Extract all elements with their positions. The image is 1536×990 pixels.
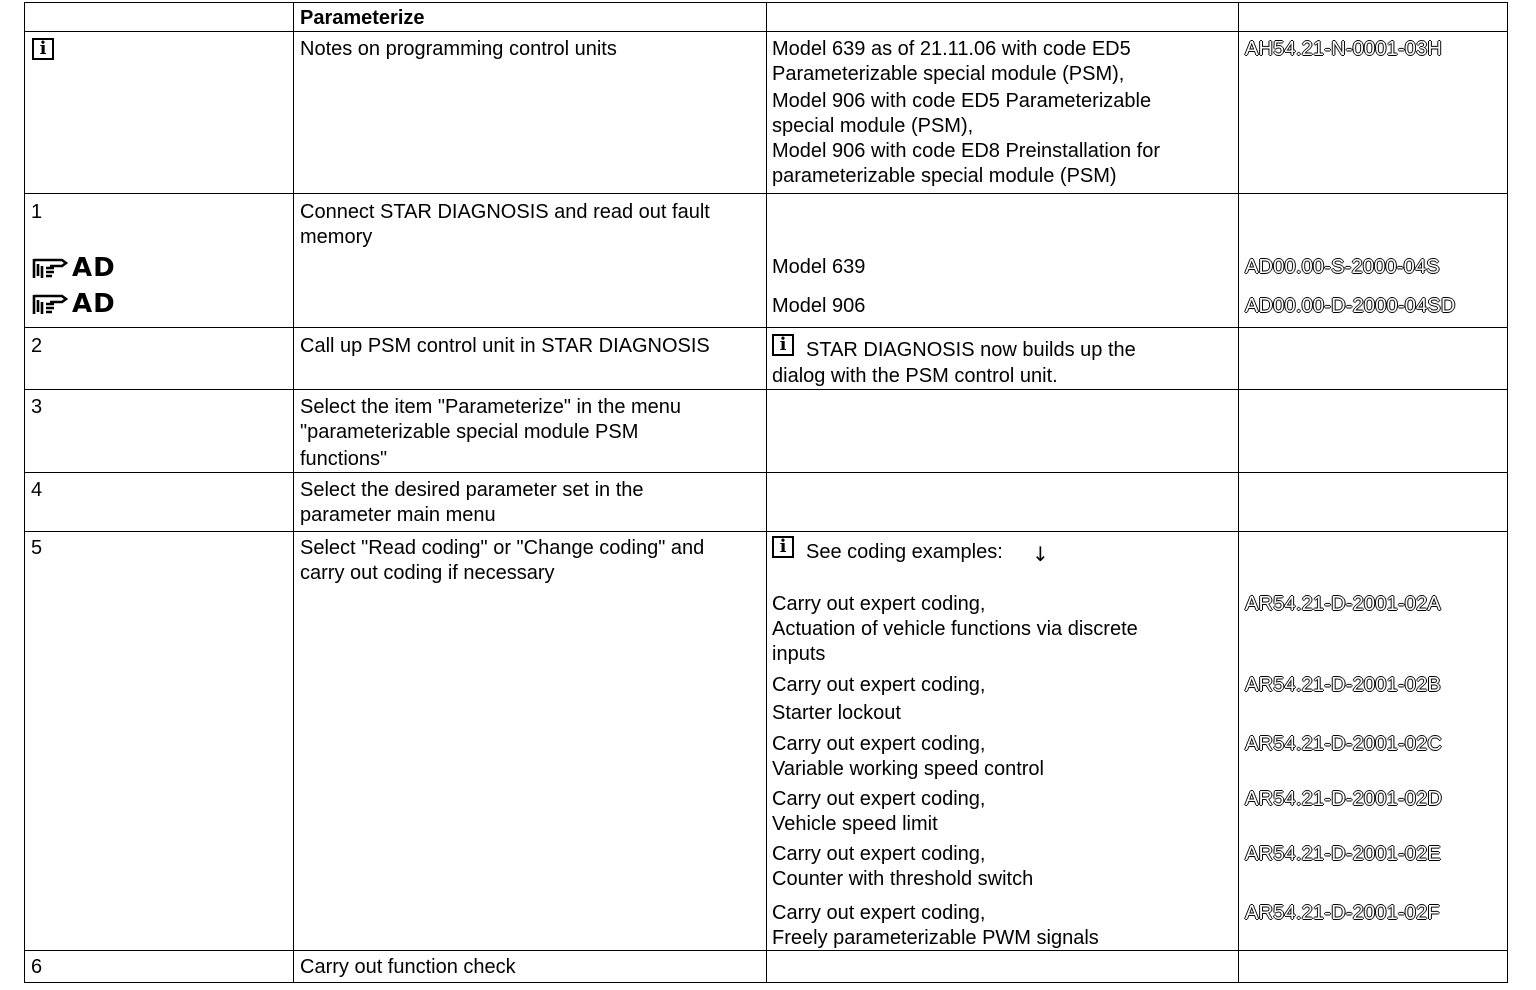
row-info-ref — [1239, 32, 1508, 194]
row-6-ref — [1239, 951, 1508, 983]
reference-link[interactable]: AD00.00-D-2000-04SD — [1245, 295, 1456, 317]
row-5-notes — [767, 532, 1239, 951]
row-info-notes — [767, 32, 1239, 194]
row-action-text: Notes on programming control units — [300, 38, 617, 60]
table-title: Parameterize — [300, 7, 425, 29]
note-line: Model 639 as of 21.11.06 with code ED5 — [772, 38, 1131, 60]
header-cell-ref — [1239, 3, 1508, 32]
row-5-step — [25, 532, 294, 951]
row-action-text: functions" — [300, 448, 388, 470]
row-6-action — [294, 951, 767, 983]
row-action-text: Select "Read coding" or "Change coding" and — [300, 537, 705, 559]
ad-label: AD — [72, 289, 116, 319]
step-number: 1 — [31, 201, 43, 223]
row-action-text: parameter main menu — [300, 504, 496, 526]
row-5-ref — [1239, 532, 1508, 951]
note-line: Freely parameterizable PWM signals — [772, 927, 1099, 949]
arrow-down-icon[interactable]: ↓ — [1032, 542, 1049, 566]
note-line: Carry out expert coding, — [772, 902, 986, 924]
note-line: Carry out expert coding, — [772, 788, 986, 810]
row-3-ref — [1239, 390, 1508, 473]
note-line: Model 906 — [772, 295, 866, 317]
row-action-text: Carry out function check — [300, 956, 516, 978]
row-2-action — [294, 328, 767, 390]
row-4-notes — [767, 473, 1239, 532]
row-action-text: carry out coding if necessary — [300, 562, 555, 584]
row-info-step — [25, 32, 294, 194]
note-line: Variable working speed control — [772, 758, 1045, 780]
note-line: Carry out expert coding, — [772, 843, 986, 865]
note-line: Carry out expert coding, — [772, 593, 986, 615]
pointing-hand-icon — [32, 292, 70, 316]
row-action-text: Select the item "Parameterize" in the menu — [300, 396, 682, 418]
header-cell-notes — [767, 3, 1239, 32]
row-5-action — [294, 532, 767, 951]
reference-link[interactable]: AR54.21-D-2001-02C — [1245, 733, 1443, 755]
note-line: parameterizable special module (PSM) — [772, 165, 1117, 187]
info-icon: i — [772, 536, 794, 558]
note-line: STAR DIAGNOSIS now builds up the — [806, 339, 1136, 361]
reference-link[interactable]: AD00.00-S-2000-04S — [1245, 256, 1440, 278]
row-action-text: Select the desired parameter set in the — [300, 479, 644, 501]
row-4-ref — [1239, 473, 1508, 532]
row-2-notes — [767, 328, 1239, 390]
row-3-notes — [767, 390, 1239, 473]
row-action-text: Call up PSM control unit in STAR DIAGNOSIS — [300, 335, 710, 357]
step-number: 6 — [31, 956, 43, 978]
reference-link[interactable]: AR54.21-D-2001-02F — [1245, 902, 1440, 924]
ad-label: AD — [72, 253, 116, 283]
header-cell-step — [25, 3, 294, 32]
reference-link[interactable]: AR54.21-D-2001-02E — [1245, 843, 1441, 865]
note-line: inputs — [772, 643, 826, 665]
reference-link[interactable]: AR54.21-D-2001-02B — [1245, 674, 1441, 696]
note-line: Actuation of vehicle functions via discrete — [772, 618, 1138, 640]
note-line: Vehicle speed limit — [772, 813, 938, 835]
note-line: Carry out expert coding, — [772, 674, 986, 696]
step-number: 3 — [31, 396, 43, 418]
note-line: Model 906 with code ED8 Preinstallation for — [772, 140, 1160, 162]
row-4-step — [25, 473, 294, 532]
row-info-action — [294, 32, 767, 194]
info-icon: i — [772, 334, 794, 356]
step-number: 4 — [31, 479, 43, 501]
row-2-ref — [1239, 328, 1508, 390]
procedure-table — [24, 2, 1508, 983]
reference-link[interactable]: AR54.21-D-2001-02A — [1245, 593, 1441, 615]
reference-link[interactable]: AH54.21-N-0001-03H — [1245, 38, 1443, 60]
info-icon: i — [32, 38, 54, 60]
step-number: 5 — [31, 537, 43, 559]
note-line: Carry out expert coding, — [772, 733, 986, 755]
row-1-action — [294, 194, 767, 328]
row-action-text: memory — [300, 226, 373, 248]
see-examples-text: See coding examples: — [806, 541, 1003, 563]
pointing-hand-icon — [32, 256, 70, 280]
note-line: dialog with the PSM control unit. — [772, 365, 1058, 387]
note-line: Counter with threshold switch — [772, 868, 1034, 890]
row-6-notes — [767, 951, 1239, 983]
row-3-step — [25, 390, 294, 473]
row-6-step — [25, 951, 294, 983]
note-line: Starter lockout — [772, 702, 901, 724]
reference-link[interactable]: AR54.21-D-2001-02D — [1245, 788, 1443, 810]
row-1-ref — [1239, 194, 1508, 328]
note-line: special module (PSM), — [772, 115, 974, 137]
row-action-text: "parameterizable special module PSM — [300, 421, 639, 443]
row-3-action — [294, 390, 767, 473]
row-2-step — [25, 328, 294, 390]
row-1-notes — [767, 194, 1239, 328]
note-line: Parameterizable special module (PSM), — [772, 63, 1125, 85]
row-1-step — [25, 194, 294, 328]
note-line: Model 906 with code ED5 Parameterizable — [772, 90, 1152, 112]
step-number: 2 — [31, 335, 43, 357]
header-cell-action — [294, 3, 767, 32]
row-action-text: Connect STAR DIAGNOSIS and read out fault — [300, 201, 710, 223]
note-line: Model 639 — [772, 256, 866, 278]
row-4-action — [294, 473, 767, 532]
